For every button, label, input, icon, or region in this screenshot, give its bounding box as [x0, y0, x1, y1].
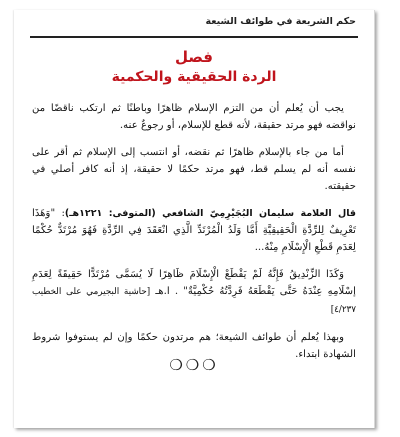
section-subtitle: الردة الحقيقية والحكمية — [111, 69, 277, 85]
separator-circles-icon: ❍❍❍ — [169, 356, 219, 374]
section-heading — [14, 48, 374, 86]
paragraph-4 — [32, 266, 356, 319]
quote-attribution: قال العلامة سليمان البُجَيْرِمِيّ الشافعي (المتوفى: ١٢٢١هـ) — [64, 208, 357, 219]
quote-continuation: وَكَذَا الزِّنْدِيقُ فَإِنَّهُ لَمْ يَقْطَعْ الْإِسْلَامَ ظَاهِرًا لَا يُسَمَّى مُرْتَدًّا حَقِيقَةً لِعَدَمِ إسْلَامِهِ عِنْدَهُ حَتَّى يَقْطَعَهُ فَرِدَّتُهُ حُكْمِيَّةٌ" . ا.هـ — [32, 269, 357, 297]
paragraph-3 — [32, 205, 356, 256]
page-header — [30, 10, 358, 38]
header-title: حكم الشريعة في طوائف الشيعة — [205, 16, 356, 27]
section-title: فصل — [175, 48, 213, 66]
paragraph-2: أما من جاء بالإسلام ظاهرًا ثم نقضه، أو انتسب إلى الإسلام ثم أقر على نفسه أنه لم يسلم قط، فهو مرتد حكمًا لا حقيقة، إذ أنه كافر أصلي في حقيقته. — [32, 147, 356, 192]
paragraph-1: يجب أن يُعلم أن من التزم الإسلام ظاهرًا وباطنًا ثم ارتكب ناقضًا من نواقضه فهو مرتد حقيقة، لأنه قطع للإسلام، أو رجوعٌ عنه. — [32, 103, 356, 131]
quote-text: : "وَهَذَا تَعْرِيفٌ لِلرِّدَّةِ الْحَقِيقِيَّةِ أَمَّا وَلَدُ الْمُرْتَدِّ الَّذِي انْعَقَدَ فِي الرِّدَّةِ فَهُوَ مُرْتَدٌّ حُكْمًا لِعَدَمِ قَطْعِ الْإِسْلَامِ مِنْهُ... — [32, 208, 356, 253]
body-text — [32, 100, 356, 373]
paragraph-5: وبهذا يُعلم أن طوائف الشيعة؛ هم مرتدون حكمًا وإن لم يستوفوا شروط الشهادة ابتداء. — [32, 332, 356, 360]
document-page — [14, 10, 375, 428]
citation-reference: [حاشية البجيرمي على الخطيب ٤/٢٣٧] — [32, 287, 356, 315]
